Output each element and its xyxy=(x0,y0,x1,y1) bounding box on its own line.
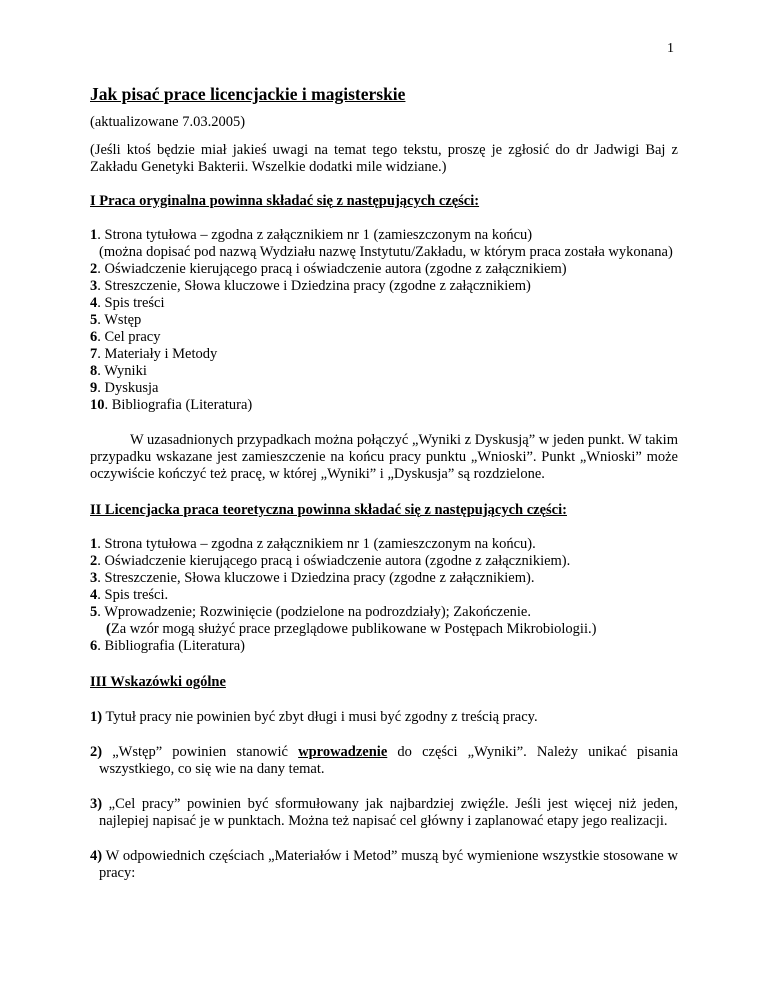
section2-heading: II Licencjacka praca teoretyczna powinna składać się z następujących części: xyxy=(90,502,567,518)
list-item: 9. Dyskusja xyxy=(90,380,159,396)
guideline-1: 1) Tytuł pracy nie powinien być zbyt długi i musi być zgodny z treścią pracy. xyxy=(90,709,538,725)
list-item: (można dopisać pod nazwą Wydziału nazwę Instytutu/Zakładu, w którym praca została wykonana) xyxy=(99,244,673,260)
list-item: 8. Wyniki xyxy=(90,363,147,379)
section3-heading: III Wskazówki ogólne xyxy=(90,674,226,690)
list-item: 4. Spis treści xyxy=(90,295,165,311)
list-item: 5. Wstęp xyxy=(90,312,142,328)
section2-list xyxy=(90,536,678,655)
intro-note: (Jeśli ktoś będzie miał jakieś uwagi na temat tego tekstu, proszę je zgłosić do dr Jadwigi Baj z Zakładu Genetyki Bakterii. Wszelkie dodatki mile widziane.) xyxy=(90,142,678,175)
list-item: 4. Spis treści. xyxy=(90,587,169,603)
section1-heading: I Praca oryginalna powinna składać się z następujących części: xyxy=(90,193,480,209)
list-item: 6. Cel pracy xyxy=(90,329,161,345)
guideline-3: 3) „Cel pracy” powinien być sformułowany jak najbardziej zwięźle. Jeśli jest więcej niż jeden, najlepiej napisać je w punktach. Można też napisać cel główny i zaplanować etapy jego realizacji. xyxy=(90,796,678,829)
list-item: 1. Strona tytułowa – zgodna z załącznikiem nr 1 (zamieszczonym na końcu) xyxy=(90,227,533,243)
list-item: 7. Materiały i Metody xyxy=(90,346,218,362)
list-item: 3. Streszczenie, Słowa kluczowe i Dziedzina pracy (zgodne z załącznikiem) xyxy=(90,278,531,294)
list-item: 2. Oświadczenie kierującego pracą i oświadczenie autora (zgodne z załącznikiem). xyxy=(90,553,571,569)
list-item: 3. Streszczenie, Słowa kluczowe i Dziedzina pracy (zgodne z załącznikiem). xyxy=(90,570,535,586)
section2-note: (Za wzór mogą służyć prace przeglądowe publikowane w Postępach Mikrobiologii.) xyxy=(106,621,597,637)
section1-list xyxy=(90,227,678,414)
section1-paragraph: W uzasadnionych przypadkach można połączyć „Wyniki z Dyskusją” w jeden punkt. W takim przypadku wskazane jest zamieszczenie na końcu pracy punktu „Wnioski”. Punkt „Wnioski” może oczywiście kończyć też pracę, w której „Wyniki” i „Dyskusja” są rozdzielone. xyxy=(90,432,678,482)
guideline-2: 2) „Wstęp” powinien stanowić wprowadzenie do części „Wyniki”. Należy unikać pisania wszystkiego, co się wie na dany temat. xyxy=(90,744,679,777)
list-item: 1. Strona tytułowa – zgodna z załącznikiem nr 1 (zamieszczonym na końcu). xyxy=(90,536,536,552)
page-number: 1 xyxy=(667,41,674,56)
list-item: 5. Wprowadzenie; Rozwinięcie (podzielone na podrozdziały); Zakończenie. xyxy=(90,604,531,620)
list-item: 6. Bibliografia (Literatura) xyxy=(90,638,246,654)
list-item: 10. Bibliografia (Literatura) xyxy=(90,397,253,413)
updated-date: (aktualizowane 7.03.2005) xyxy=(90,114,246,130)
list-item: 2. Oświadczenie kierującego pracą i oświadczenie autora (zgodne z załącznikiem) xyxy=(90,261,567,277)
document-title: Jak pisać prace licencjackie i magisterskie xyxy=(90,84,406,104)
guideline-4: 4) W odpowiednich częściach „Materiałów i Metod” muszą być wymienione wszystkie stosowane w pracy: xyxy=(90,848,678,881)
document-body xyxy=(90,84,678,882)
